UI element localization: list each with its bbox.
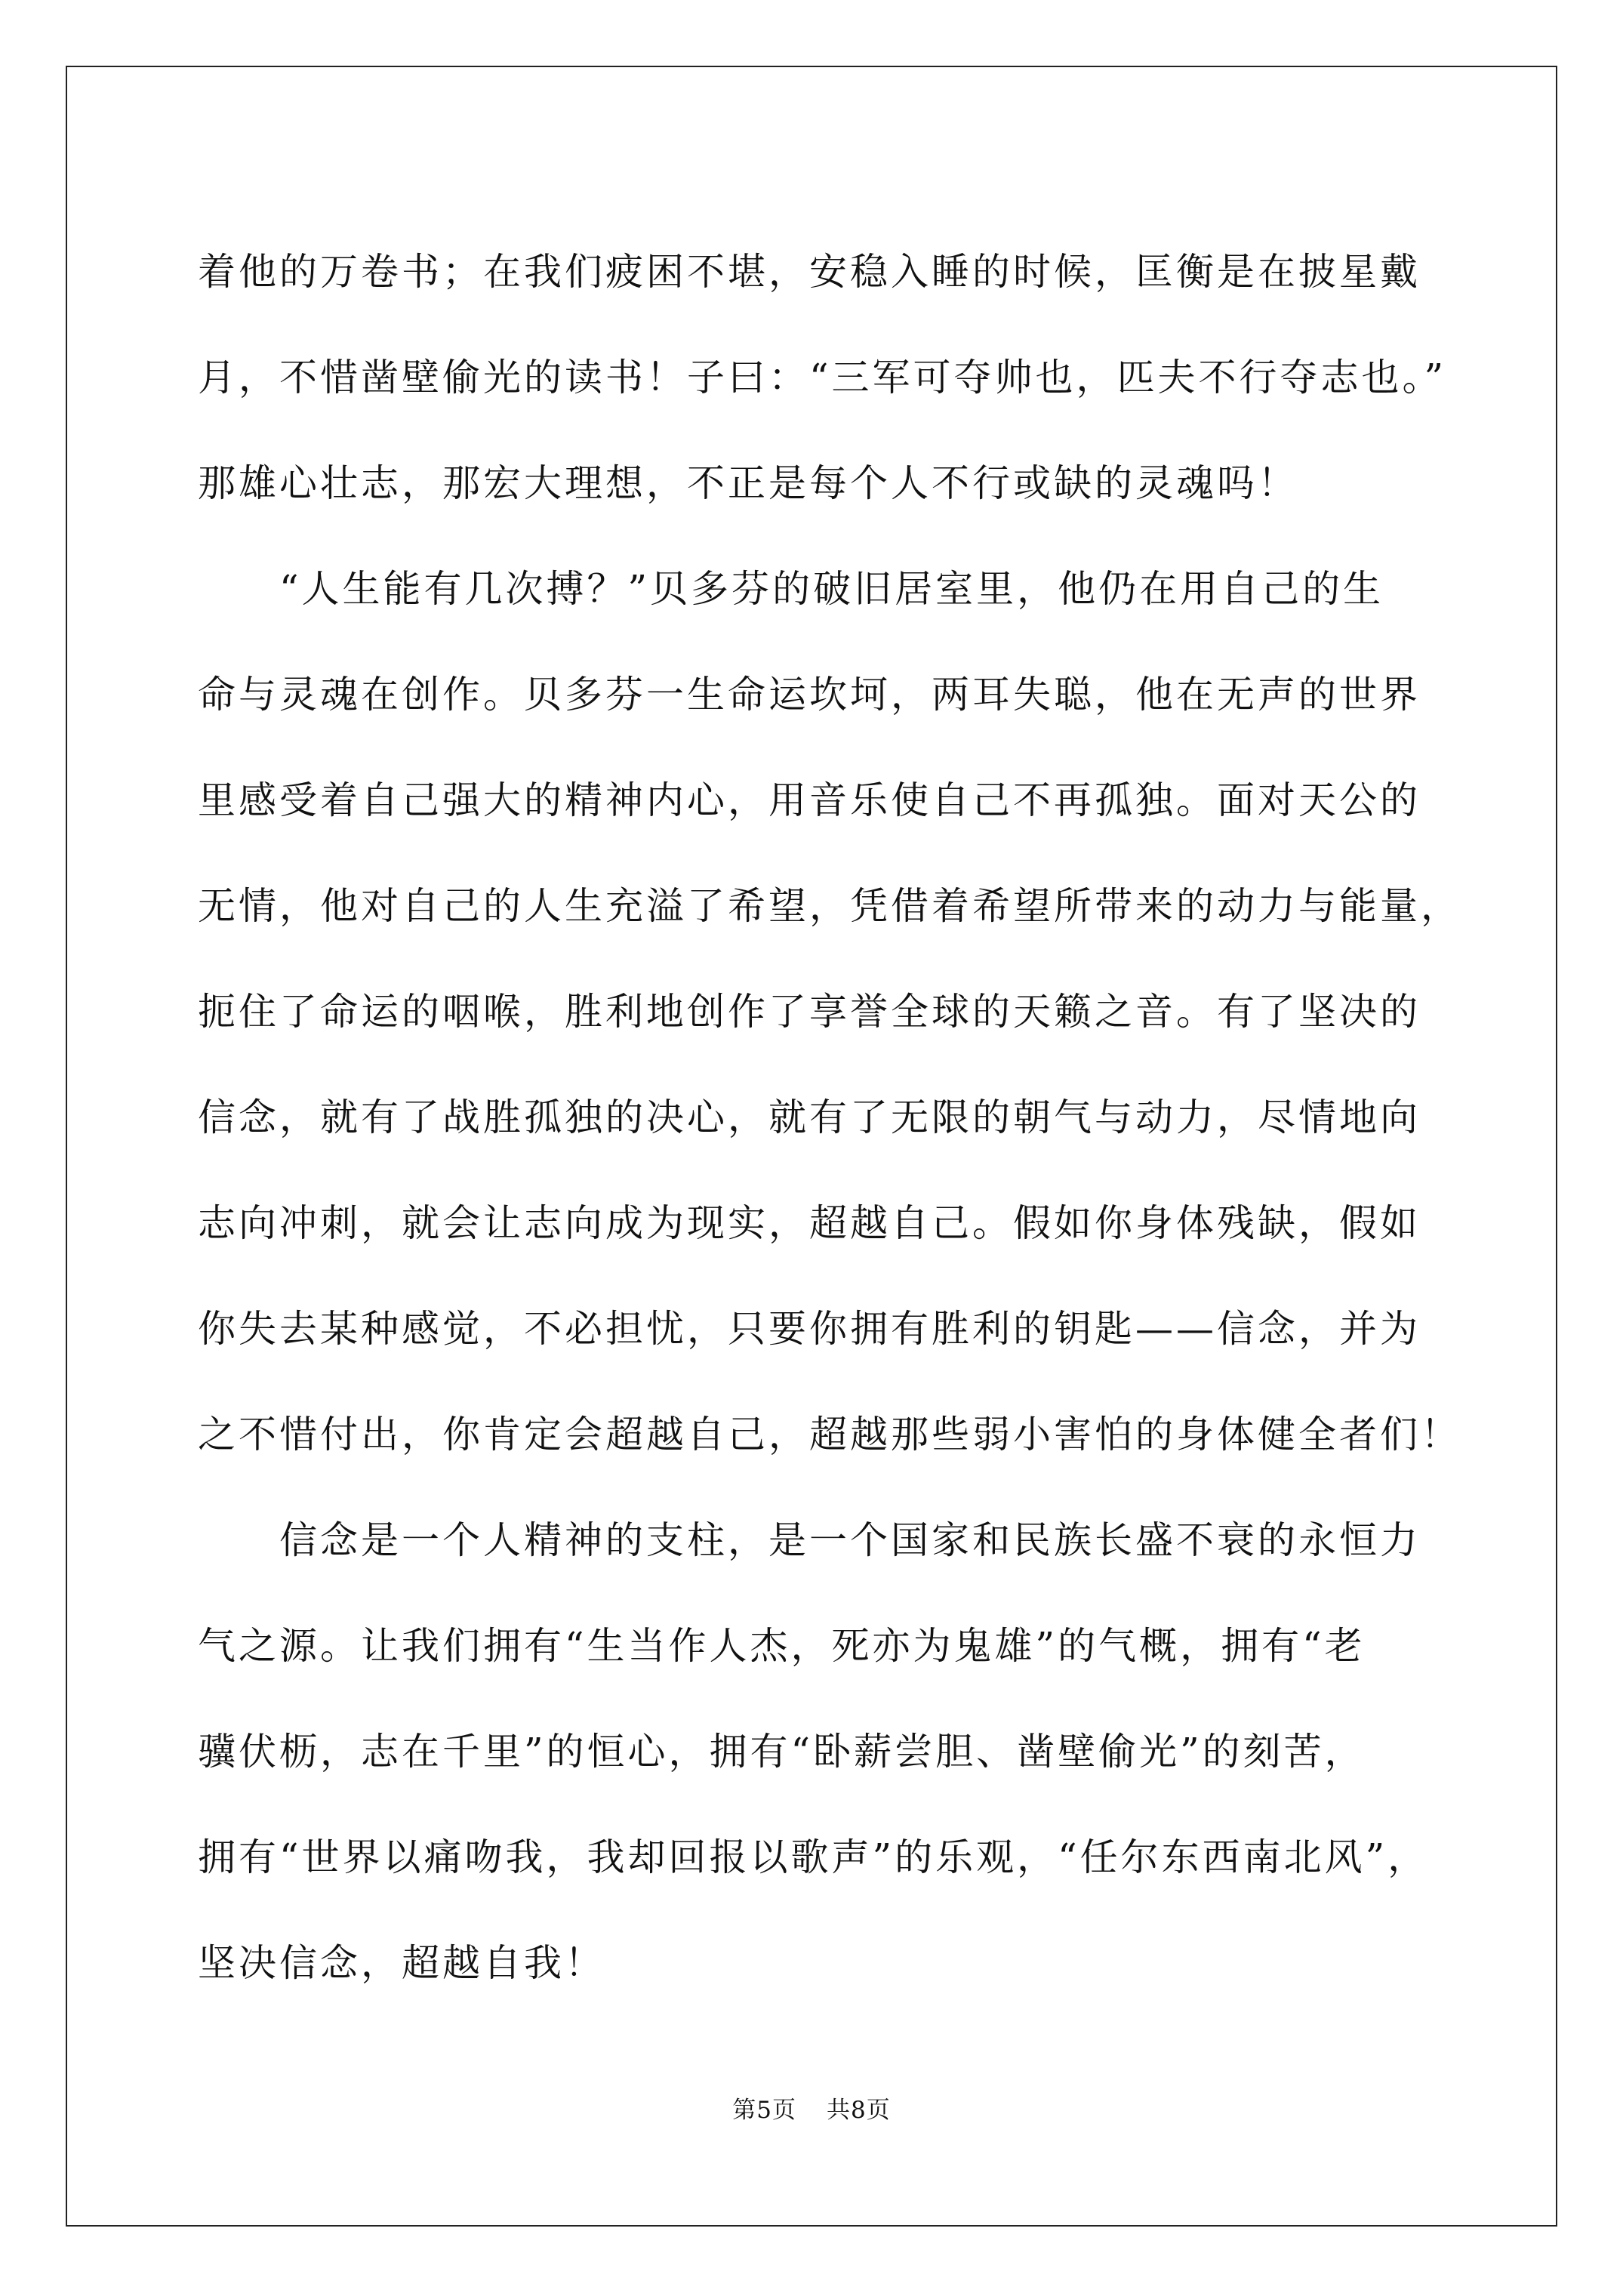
paragraph-first-line: “人生能有几次搏？”贝多芬的破旧居室里，他仍在用自己的生 <box>279 567 1384 611</box>
document-body <box>198 219 1481 2016</box>
paragraph-line: 扼住了命运的咽喉，胜利地创作了享誉全球的天籁之音。有了坚决的 <box>198 990 1421 1034</box>
page-number-total: 共8页 <box>827 2097 891 2124</box>
paragraph-line: 之不惜付出，你肯定会超越自己，超越那些弱小害怕的身体健全者们！ <box>198 1413 1461 1456</box>
paragraph-line: 月，不惜凿壁偷光的读书！子曰：“三军可夺帅也，匹夫不行夺志也。” <box>198 356 1447 399</box>
paragraph-line: 无情，他对自己的人生充溢了希望，凭借着希望所带来的动力与能量， <box>198 884 1461 928</box>
paragraph-line: 信念，就有了战胜孤独的决心，就有了无限的朝气与动力，尽情地向 <box>198 1096 1421 1139</box>
paragraph-line: 拥有“世界以痛吻我，我却回报以歌声”的乐观，“任尔东西南北风”， <box>198 1835 1429 1879</box>
paragraph-line: 坚决信念，超越自我！ <box>198 1941 605 1985</box>
paragraph-line: 气之源。让我们拥有“生当作人杰，死亦为鬼雄”的气概，拥有“老 <box>198 1624 1366 1668</box>
page-footer <box>0 2095 1623 2125</box>
page-number-current: 第5页 <box>732 2097 796 2124</box>
paragraph-line: 里感受着自己强大的精神内心，用音乐使自己不再孤独。面对天公的 <box>198 778 1421 822</box>
paragraph-line: 命与灵魂在创作。贝多芬一生命运坎坷，两耳失聪，他在无声的世界 <box>198 673 1421 717</box>
paragraph-line: 那雄心壮志，那宏大理想，不正是每个人不行或缺的灵魂吗！ <box>198 461 1298 505</box>
paragraph-first-line: 信念是一个人精神的支柱，是一个国家和民族长盛不衰的永恒力 <box>279 1518 1421 1562</box>
paragraph-line: 志向冲刺，就会让志向成为现实，超越自己。假如你身体残缺，假如 <box>198 1201 1421 1245</box>
paragraph-line: 着他的万卷书；在我们疲困不堪，安稳入睡的时候，匡衡是在披星戴 <box>198 250 1421 294</box>
paragraph-line: 骥伏枥，志在千里”的恒心，拥有“卧薪尝胆、凿壁偷光”的刻苦， <box>198 1730 1366 1774</box>
paragraph-line: 你失去某种感觉，不必担忧，只要你拥有胜利的钥匙——信念，并为 <box>198 1307 1421 1351</box>
